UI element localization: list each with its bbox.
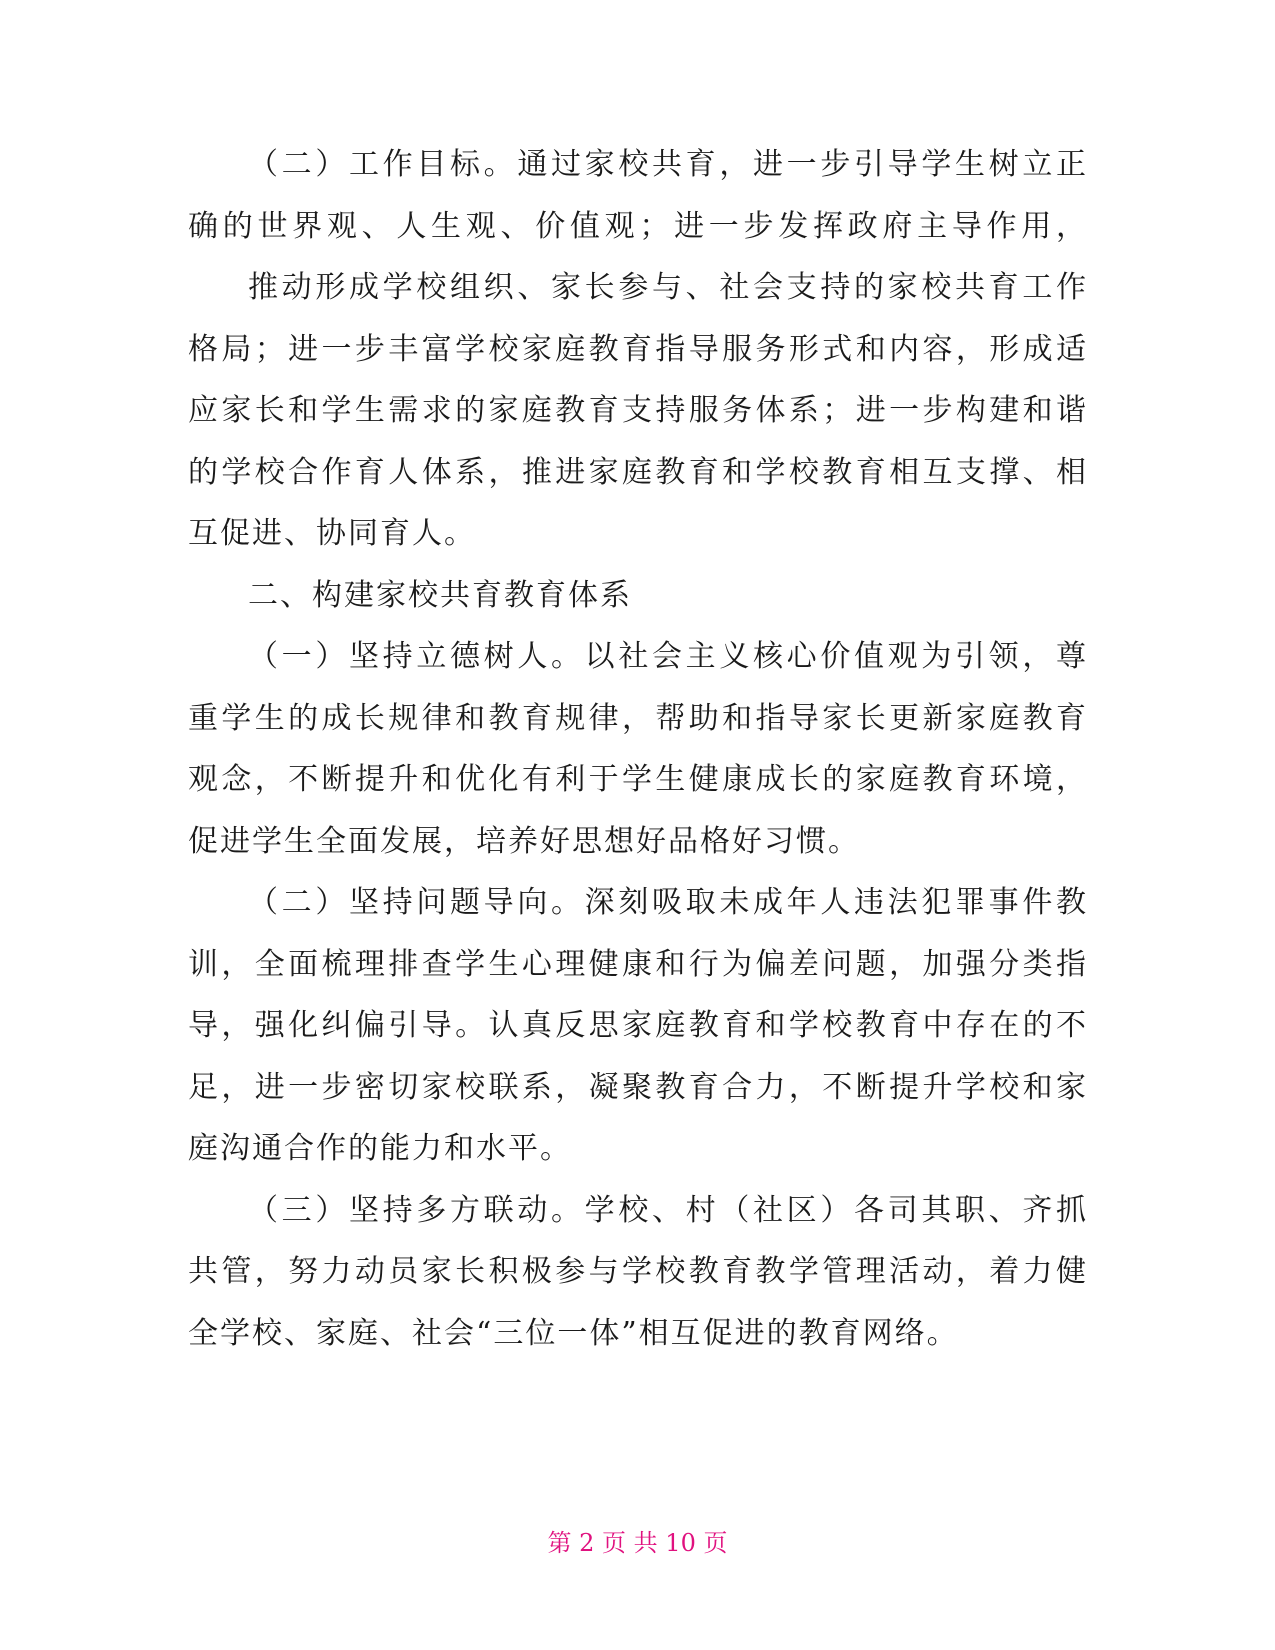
- paragraph-line: （二）坚持问题导向。深刻吸取未成年人违法犯罪事件教: [248, 885, 1088, 920]
- paragraph-line: 促进学生全面发展，培养好思想好品格好习惯。: [188, 824, 860, 859]
- paragraph-line: 确的世界观、人生观、价值观；进一步发挥政府主导作用，: [188, 209, 1088, 244]
- page-number-footer: 第 2 页 共 10 页: [547, 1529, 728, 1557]
- paragraph-line: 导，强化纠偏引导。认真反思家庭教育和学校教育中存在的不: [188, 1008, 1088, 1043]
- paragraph-line: 推动形成学校组织、家长参与、社会支持的家校共育工作: [248, 270, 1088, 305]
- paragraph-line: 观念，不断提升和优化有利于学生健康成长的家庭教育环境，: [188, 762, 1088, 797]
- paragraph-line: 全学校、家庭、社会“三位一体”相互促进的教育网络。: [188, 1316, 959, 1351]
- section-heading: 二、构建家校共育教育体系: [248, 578, 632, 613]
- paragraph-line: 训，全面梳理排查学生心理健康和行为偏差问题，加强分类指: [188, 947, 1088, 982]
- paragraph-line: 共管，努力动员家长积极参与学校教育教学管理活动，着力健: [188, 1254, 1088, 1289]
- paragraph-line: 应家长和学生需求的家庭教育支持服务体系；进一步构建和谐: [188, 393, 1088, 428]
- paragraph-line: 互促进、协同育人。: [188, 516, 476, 551]
- paragraph-line: （一）坚持立德树人。以社会主义核心价值观为引领，尊: [248, 639, 1088, 674]
- paragraph-line: 重学生的成长规律和教育规律，帮助和指导家长更新家庭教育: [188, 701, 1088, 736]
- paragraph-line: 格局；进一步丰富学校家庭教育指导服务形式和内容，形成适: [188, 332, 1088, 367]
- paragraph-line: 庭沟通合作的能力和水平。: [188, 1131, 572, 1166]
- paragraph-line: 足，进一步密切家校联系，凝聚教育合力，不断提升学校和家: [188, 1070, 1088, 1105]
- paragraph-line: （三）坚持多方联动。学校、村（社区）各司其职、齐抓: [248, 1193, 1088, 1228]
- paragraph-line: （二）工作目标。通过家校共育，进一步引导学生树立正: [248, 147, 1088, 182]
- paragraph-line: 的学校合作育人体系，推进家庭教育和学校教育相互支撑、相: [188, 455, 1088, 490]
